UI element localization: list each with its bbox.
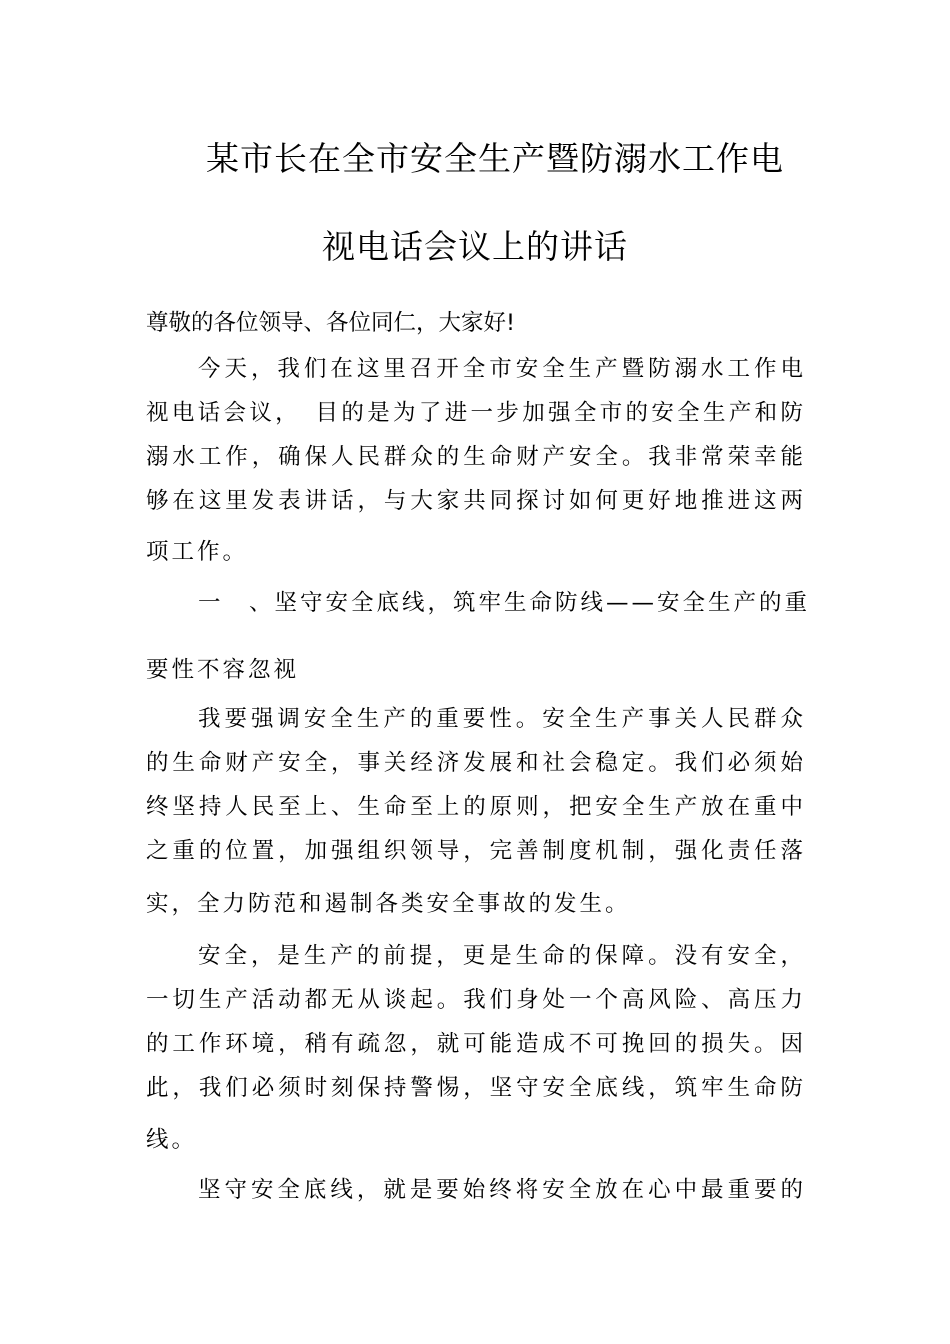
paragraph-2-line-3: 终坚持人民至上、生命至上的原则，把安全生产放在重中 [146, 794, 806, 820]
paragraph-1-line-2: 视电话会议， 目的是为了进一步加强全市的安全生产和防 [146, 400, 806, 426]
paragraph-3-line-4: 此，我们必须时刻保持警惕，坚守安全底线，筑牢生命防 [146, 1075, 806, 1101]
section-heading-1-line-1: 一 、坚守安全底线，筑牢生命防线——安全生产的重 [198, 590, 811, 616]
paragraph-3-line-5: 线。 [146, 1127, 198, 1153]
paragraph-1-line-4: 够在这里发表讲话，与大家共同探讨如何更好地推进这两 [146, 488, 806, 514]
paragraph-2-line-1: 我要强调安全生产的重要性。安全生产事关人民群众 [198, 706, 806, 732]
paragraph-1-line-3: 溺水工作，确保人民群众的生命财产安全。我非常荣幸能 [146, 444, 806, 470]
document-title-line-1: 某市长在全市安全生产暨防溺水工作电 [206, 139, 784, 178]
paragraph-4-line-1: 坚守安全底线，就是要始终将安全放在心中最重要的 [198, 1177, 806, 1203]
paragraph-2-line-5: 实，全力防范和遏制各类安全事故的发生。 [146, 891, 631, 917]
section-heading-1-line-2: 要性不容忽视 [146, 657, 300, 683]
paragraph-2-line-2: 的生命财产安全，事关经济发展和社会稳定。我们必须始 [146, 750, 806, 776]
paragraph-3-line-3: 的工作环境，稍有疏忽，就可能造成不可挽回的损失。因 [146, 1031, 806, 1057]
paragraph-3-line-2: 一切生产活动都无从谈起。我们身处一个高风险、高压力 [146, 987, 806, 1013]
paragraph-3-line-1: 安全，是生产的前提，更是生命的保障。没有安全， [198, 943, 806, 969]
document-title-line-2: 视电话会议上的讲话 [322, 227, 628, 266]
paragraph-1-line-1: 今天，我们在这里召开全市安全生产暨防溺水工作电 [198, 356, 806, 382]
salutation: 尊敬的各位领导、各位同仁，大家好! [146, 310, 516, 336]
paragraph-1-line-5: 项工作。 [146, 539, 249, 565]
paragraph-2-line-4: 之重的位置，加强组织领导，完善制度机制，强化责任落 [146, 838, 806, 864]
